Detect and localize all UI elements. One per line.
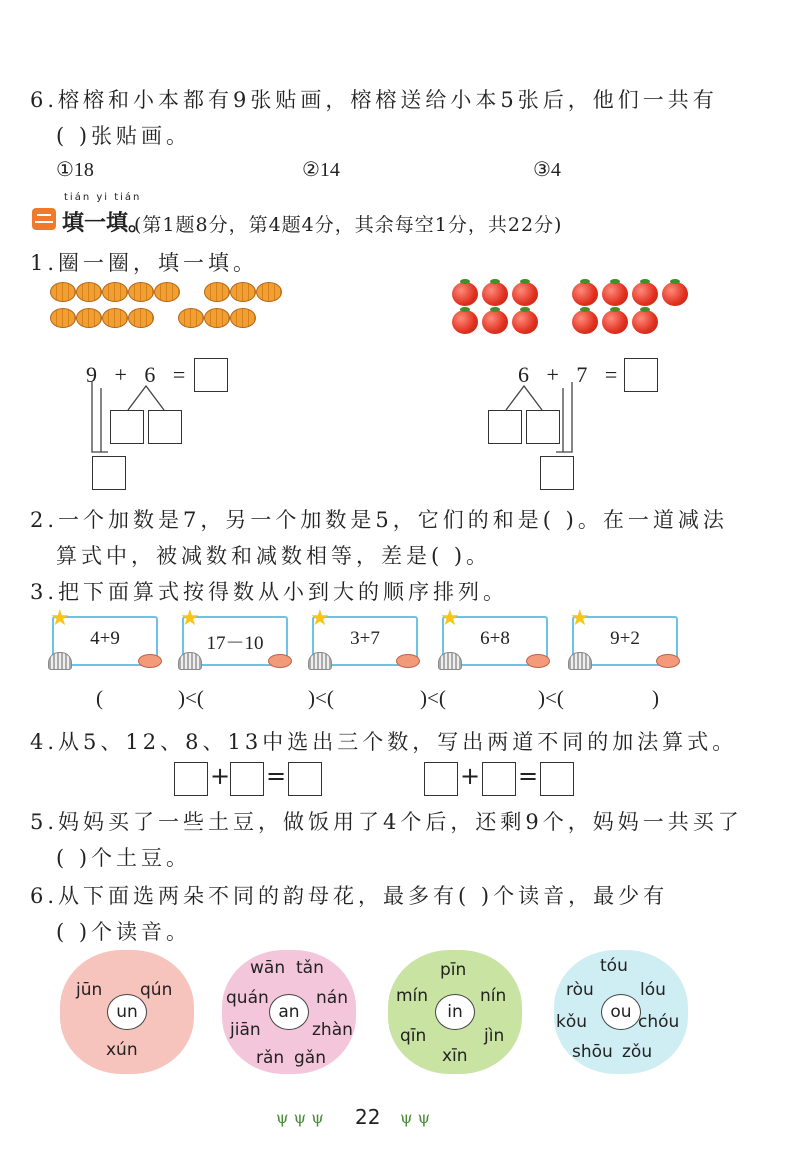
option-3[interactable]: ③4 [533, 159, 561, 181]
q1-text: 1.圈一圈，填一填。 [30, 251, 259, 275]
q4-text: 4.从5、12、8、13中选出三个数，写出两道不同的加法算式。 [30, 730, 738, 754]
right-eq-addend1: 6 [518, 362, 535, 387]
eq1-plus: + [210, 762, 231, 790]
eq2-box-2[interactable] [482, 762, 516, 796]
right-eq-equals: = [604, 362, 624, 387]
syllable: zhàn [312, 1020, 353, 1040]
fish-icon [268, 654, 292, 668]
order-paren-3[interactable]: )<( [420, 686, 446, 710]
eq1-equals: = [266, 762, 287, 790]
flower-center: ou [601, 994, 641, 1030]
q5-line2: ( )个土豆。 [56, 846, 192, 870]
fish-icon [656, 654, 680, 668]
syllable: chóu [638, 1012, 680, 1032]
page-number: 22 [355, 1105, 381, 1129]
left-eq-addend2: 6 [144, 362, 162, 387]
eq2-plus: + [460, 762, 481, 790]
q6-line1: 6.从下面选两朵不同的韵母花，最多有( )个读音，最少有 [30, 884, 669, 908]
syllable: zǒu [622, 1042, 653, 1062]
flower-an [222, 950, 356, 1074]
syllable: jìn [484, 1026, 505, 1046]
q3-text: 3.把下面算式按得数从小到大的顺序排列。 [30, 580, 509, 604]
flower-un [60, 950, 194, 1074]
syllable: shōu [572, 1042, 613, 1062]
right-answer-box[interactable] [624, 358, 658, 392]
left-eq-equals: = [172, 362, 192, 387]
flower-center: in [435, 994, 475, 1030]
left-split-box-2[interactable] [148, 410, 182, 444]
eq1-box-1[interactable] [174, 762, 208, 796]
syllable: qún [140, 980, 173, 1000]
star-icon: ★ [440, 606, 460, 631]
q2-line1: 2.一个加数是7，另一个加数是5，它们的和是( )。在一道减法 [30, 508, 728, 532]
right-eq-plus: + [546, 362, 565, 387]
right-split-box-2[interactable] [526, 410, 560, 444]
left-eq-plus: + [114, 362, 133, 387]
right-result-box[interactable] [540, 456, 574, 490]
star-icon: ★ [310, 606, 330, 631]
syllable: qīn [400, 1026, 427, 1046]
left-eq-addend1: 9 [86, 362, 103, 387]
shell-icon [438, 652, 462, 670]
star-icon: ★ [570, 606, 590, 631]
syllable: jūn [76, 980, 103, 1000]
q6-line2: ( )个读音。 [56, 920, 192, 944]
shell-icon [48, 652, 72, 670]
eq2-box-1[interactable] [424, 762, 458, 796]
flower-center: un [107, 994, 147, 1030]
flower-in [388, 950, 522, 1074]
right-split-box-1[interactable] [488, 410, 522, 444]
syllable: tǎn [296, 958, 324, 978]
star-icon: ★ [50, 606, 70, 631]
q5-line1: 5.妈妈买了一些土豆，做饭用了4个后，还剩9个，妈妈一共买了 [30, 810, 743, 834]
syllable: gǎn [294, 1048, 326, 1068]
expr-card-3-text: 3+7 [350, 628, 380, 649]
shell-icon [568, 652, 592, 670]
sprout-icon: ψ ψ ψ [276, 1108, 324, 1127]
shell-icon [308, 652, 332, 670]
syllable: pīn [440, 960, 467, 980]
q6-top-line1: 6.榕榕和小本都有9张贴画，榕榕送给小本5张后，他们一共有 [30, 88, 718, 112]
syllable: mín [396, 986, 429, 1006]
q2-line2: 算式中，被减数和减数相等，差是( )。 [56, 544, 492, 568]
fish-icon [396, 654, 420, 668]
syllable: jiān [230, 1020, 261, 1040]
flower-center: an [269, 994, 309, 1030]
left-result-box[interactable] [92, 456, 126, 490]
order-paren-5: ) [652, 686, 659, 710]
syllable: nán [316, 988, 348, 1008]
syllable: wān [250, 958, 286, 978]
order-paren-1[interactable]: )<( [178, 686, 204, 710]
syllable: quán [226, 988, 269, 1008]
section-title: 填一填。 [62, 211, 151, 236]
order-paren-4[interactable]: )<( [538, 686, 564, 710]
syllable: lóu [640, 980, 666, 1000]
syllable: rǎn [256, 1048, 285, 1068]
syllable: nín [480, 986, 507, 1006]
expr-card-1-text: 4+9 [90, 628, 120, 649]
q6-top-line2: ( )张贴画。 [56, 124, 192, 148]
syllable: ròu [566, 980, 594, 1000]
section-pinyin: tián yi tián [64, 192, 142, 203]
sprout-icon: ψ ψ [400, 1108, 431, 1127]
fish-icon [138, 654, 162, 668]
expr-card-4-text: 6+8 [480, 628, 510, 649]
eq2-box-3[interactable] [540, 762, 574, 796]
order-paren-2[interactable]: )<( [308, 686, 334, 710]
syllable: kǒu [556, 1012, 588, 1032]
section-note: (第1题8分，第4题4分，其余每空1分，共22分) [134, 214, 563, 236]
syllable: xīn [442, 1046, 468, 1066]
left-split-box-1[interactable] [110, 410, 144, 444]
eq2-equals: = [518, 762, 539, 790]
order-paren-0: ( [96, 686, 103, 710]
star-icon: ★ [180, 606, 200, 631]
option-1[interactable]: ①18 [56, 159, 94, 181]
shell-icon [178, 652, 202, 670]
expr-card-5-text: 9+2 [610, 628, 640, 649]
syllable: xún [106, 1040, 138, 1060]
flower-ou [554, 950, 688, 1074]
option-2[interactable]: ②14 [302, 159, 340, 181]
eq1-box-3[interactable] [288, 762, 322, 796]
left-answer-box[interactable] [194, 358, 228, 392]
expr-card-2-text: 17－10 [206, 633, 264, 654]
syllable: tóu [600, 956, 628, 976]
right-eq-addend2: 7 [576, 362, 594, 387]
fish-icon [526, 654, 550, 668]
eq1-box-2[interactable] [230, 762, 264, 796]
